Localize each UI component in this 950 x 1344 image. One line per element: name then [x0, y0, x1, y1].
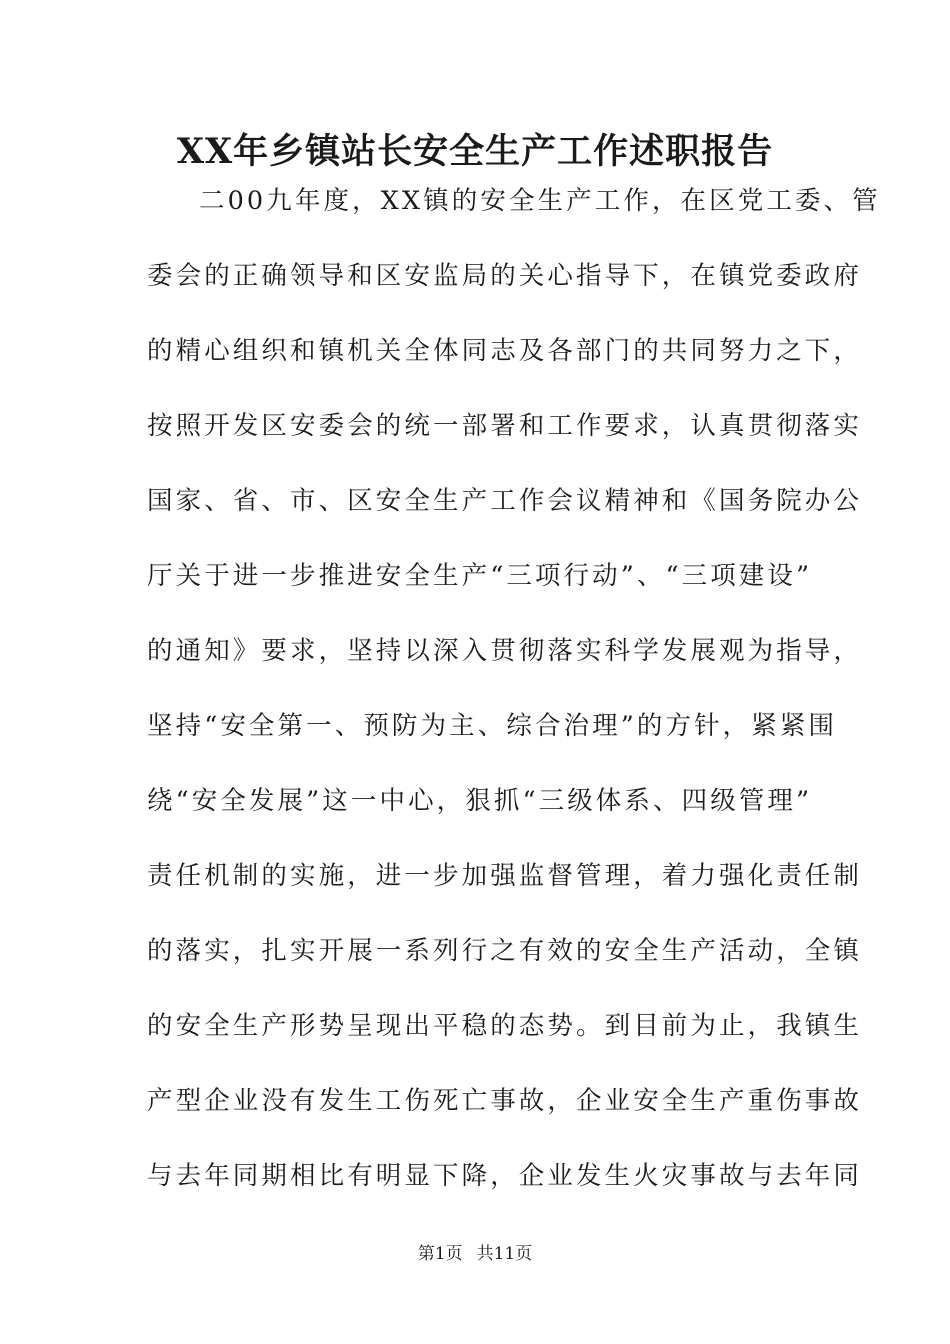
page-number: 第1页 — [417, 1244, 463, 1264]
paragraph-line: 委会的正确领导和区安监局的关心指导下，在镇党委政府 — [147, 261, 863, 291]
paragraph-line: 绕“安全发展”这一中心，狠抓“三级体系、四级管理” — [147, 786, 813, 816]
page-footer — [0, 1242, 950, 1266]
page-total: 共11页 — [476, 1244, 533, 1264]
paragraph-line: 与去年同期相比有明显下降，企业发生火灾事故与去年同 — [147, 1161, 863, 1191]
paragraph-line: 厅关于进一步推进安全生产“三项行动”、“三项建设” — [147, 561, 813, 591]
paragraph-line: 的通知》要求，坚持以深入贯彻落实科学发展观为指导， — [147, 636, 863, 666]
paragraph-line: 的落实，扎实开展一系列行之有效的安全生产活动，全镇 — [147, 936, 863, 966]
paragraph-line: 产型企业没有发生工伤死亡事故，企业安全生产重伤事故 — [147, 1086, 863, 1116]
document-title: XX年乡镇站长安全生产工作述职报告 — [176, 131, 774, 172]
paragraph-line: 的精心组织和镇机关全体同志及各部门的共同努力之下， — [147, 336, 863, 366]
body-paragraph — [147, 178, 881, 1228]
paragraph-line: 责任机制的实施，进一步加强监督管理，着力强化责任制 — [147, 861, 863, 891]
paragraph-line: 国家、省、市、区安全生产工作会议精神和《国务院办公 — [147, 486, 863, 516]
paragraph-line: 按照开发区安委会的统一部署和工作要求，认真贯彻落实 — [147, 411, 863, 441]
paragraph-line: 的安全生产形势呈现出平稳的态势。到目前为止，我镇生 — [147, 1011, 863, 1041]
paragraph-line: 二00九年度，XX镇的安全生产工作，在区党工委、管 — [199, 186, 881, 216]
paragraph-line: 坚持“安全第一、预防为主、综合治理”的方针，紧紧围 — [147, 711, 838, 741]
